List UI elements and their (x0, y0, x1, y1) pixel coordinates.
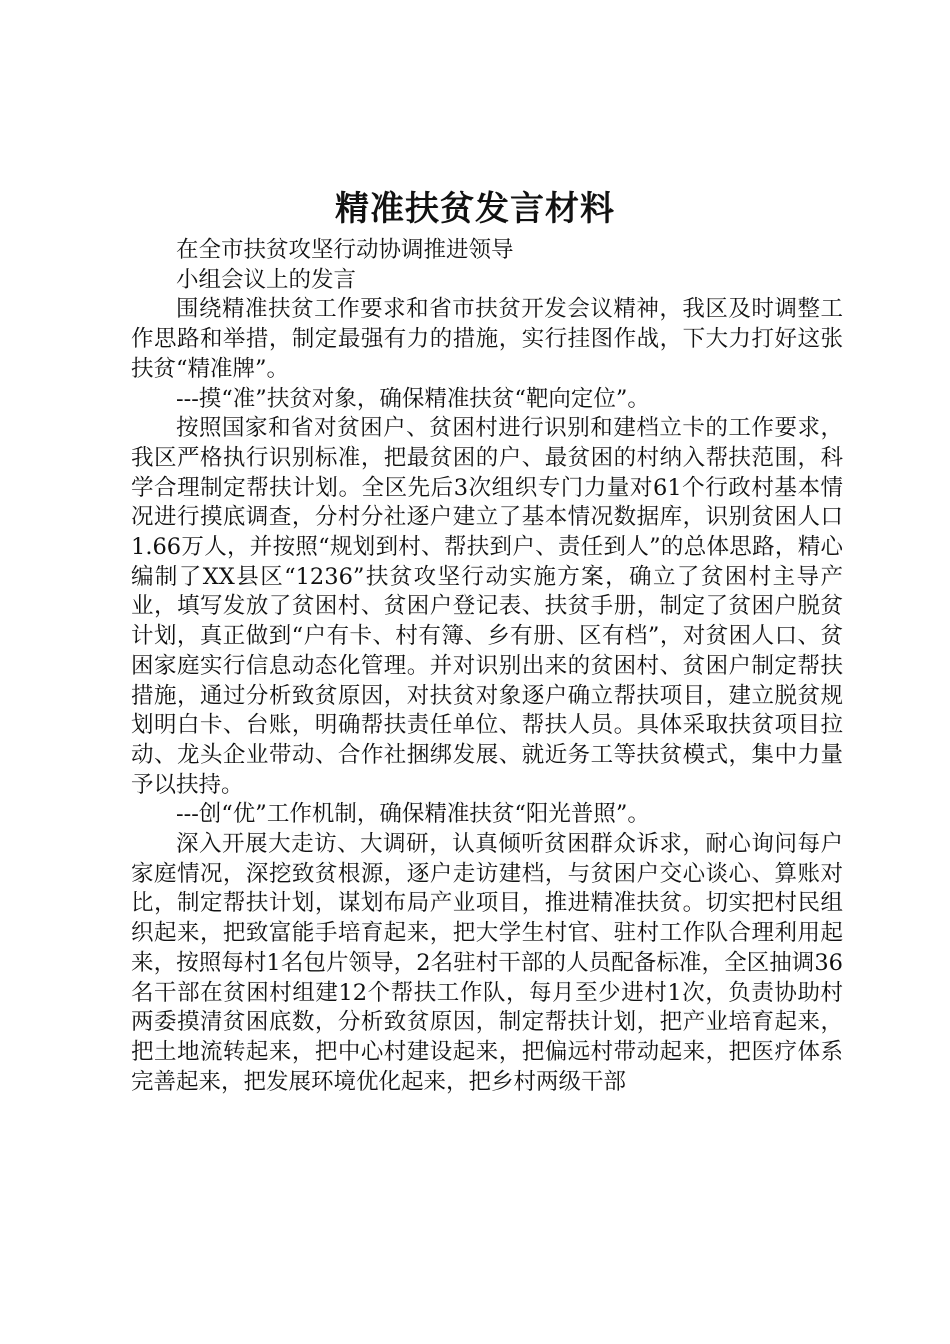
paragraph-section-2: 深入开展大走访、大调研，认真倾听贫困群众诉求，耐心询问每户家庭情况，深挖致贫根源，逐户走访建档，与贫困户交心谈心、算账对比，制定帮扶计划，谋划布局产业项目，推进精准扶贫。切实把村民组织起来，把致富能手培育起来，把大学生村官、驻村工作队合理利用起来，按照每村1名包片领导，2名驻村干部的人员配备标准，全区抽调36名干部在贫困村组建12个帮扶工作队，每月至少进村1次，负责协助村两委摸清贫困底数，分析致贫原因，制定帮扶计划，把产业培育起来，把土地流转起来，把中心村建设起来，把偏远村带动起来，把医疗体系完善起来，把发展环境优化起来，把乡村两级干部 (131, 831, 843, 1095)
paragraph-subtitle-line-1: 在全市扶贫攻坚行动协调推进领导 (176, 237, 514, 263)
paragraph-section-1: 按照国家和省对贫困户、贫困村进行识别和建档立卡的工作要求，我区严格执行识别标准，把最贫困的户、最贫困的村纳入帮扶范围，科学合理制定帮扶计划。全区先后3次组织专门力量对61个行政村基本情况进行摸底调查，分村分社逐户建立了基本情况数据库，识别贫困人口1.66万人，并按照“规划到村、帮扶到户、责任到人”的总体思路，精心编制了XX县区“1236”扶贫攻坚行动实施方案，确立了贫困村主导产业，填写发放了贫困村、贫困户登记表、扶贫手册，制定了贫困户脱贫计划，真正做到“户有卡、村有簿、乡有册、区有档”，对贫困人口、贫困家庭实行信息动态化管理。并对识别出来的贫困村、贫困户制定帮扶措施，通过分析致贫原因，对扶贫对象逐户确立帮扶项目，建立脱贫规划明白卡、台账，明确帮扶责任单位、帮扶人员。具体采取扶贫项目拉动、龙头企业带动、合作社捆绑发展、就近务工等扶贫模式，集中力量予以扶持。 (131, 415, 843, 798)
document-body (131, 236, 843, 1097)
section-heading-2: ---创“优”工作机制，确保精准扶贫“阳光普照”。 (176, 801, 650, 828)
section-heading-1: ---摸“准”扶贫对象，确保精准扶贫“靶向定位”。 (176, 385, 650, 412)
paragraph-intro: 围绕精准扶贫工作要求和省市扶贫开发会议精神，我区及时调整工作思路和举措，制定最强有力的措施，实行挂图作战，下大力打好这张扶贫“精准牌”。 (131, 296, 843, 382)
document-title: 精准扶贫发言材料 (335, 189, 615, 229)
paragraph-subtitle-line-2: 小组会议上的发言 (176, 266, 357, 293)
